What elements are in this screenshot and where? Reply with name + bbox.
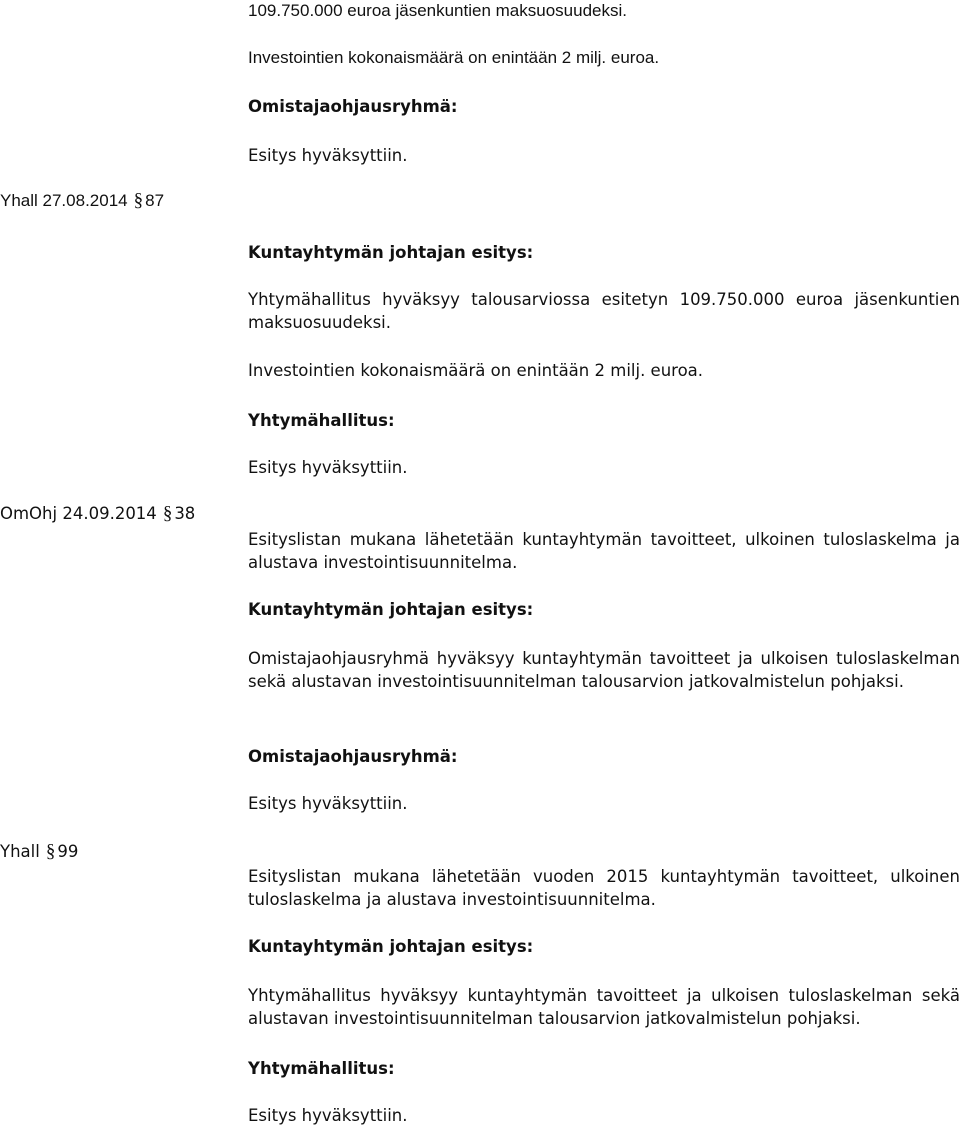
section-sign: § <box>45 841 56 862</box>
board-heading: Yhtymähallitus: <box>248 411 395 430</box>
group-heading: Omistajaohjausryhmä: <box>248 747 458 766</box>
ref-omohj-38 <box>0 503 195 525</box>
decision-text: Esitys hyväksyttiin. <box>248 794 408 813</box>
top-investment-line: Investointien kokonaismäärä on enintään 2 milj. euroa. <box>248 48 660 67</box>
decision-text: Esitys hyväksyttiin. <box>248 458 408 477</box>
board-heading: Yhtymähallitus: <box>248 1059 395 1078</box>
intro-text: Esityslistan mukana lähetetään vuoden 2015 kuntayhtymän tavoitteet, ulkoinen tuloslaskelma ja alustava investointisuunnitelma. <box>248 867 960 909</box>
decision-text: Esitys hyväksyttiin. <box>248 1106 408 1125</box>
ref-yhall-87 <box>0 190 164 212</box>
section-number: 38 <box>174 504 196 523</box>
intro-text: Esityslistan mukana lähetetään kuntayhtymän tavoitteet, ulkoinen tuloslaskelma ja alustava investointisuunnitelma. <box>248 530 960 572</box>
proposal-text: Omistajaohjausryhmä hyväksyy kuntayhtymän tavoitteet ja ulkoisen tuloslaskelman sekä alustavan investointisuunnitelman talousarvion jatkovalmistelun pohjaksi. <box>248 649 960 691</box>
top-group-heading: Omistajaohjausryhmä: <box>248 97 458 116</box>
investment-text: Investointien kokonaismäärä on enintään 2 milj. euroa. <box>248 361 704 380</box>
top-share-line: 109.750.000 euroa jäsenkuntien maksuosuudeksi. <box>248 1 627 20</box>
top-decision: Esitys hyväksyttiin. <box>248 146 408 165</box>
proposal-text: Yhtymähallitus hyväksyy kuntayhtymän tavoitteet ja ulkoisen tuloslaskelman sekä alustavan investointisuunnitelman talousarvion jatkovalmistelun pohjaksi. <box>248 986 960 1028</box>
proposal-heading: Kuntayhtymän johtajan esitys: <box>248 600 534 619</box>
proposal-text: Yhtymähallitus hyväksyy talousarviossa esitetyn 109.750.000 euroa jäsenkuntien maksuosuudeksi. <box>248 290 960 332</box>
ref-label: OmOhj 24.09.2014 <box>0 504 157 523</box>
proposal-heading: Kuntayhtymän johtajan esitys: <box>248 937 534 956</box>
section-sign: § <box>162 503 173 524</box>
section-number: 99 <box>57 842 79 861</box>
ref-label: Yhall 27.08.2014 <box>0 191 128 210</box>
ref-label: Yhall <box>0 842 40 861</box>
proposal-heading: Kuntayhtymän johtajan esitys: <box>248 243 534 262</box>
section-number: 87 <box>145 191 165 210</box>
ref-yhall-99 <box>0 841 78 863</box>
section-sign: § <box>133 190 144 211</box>
